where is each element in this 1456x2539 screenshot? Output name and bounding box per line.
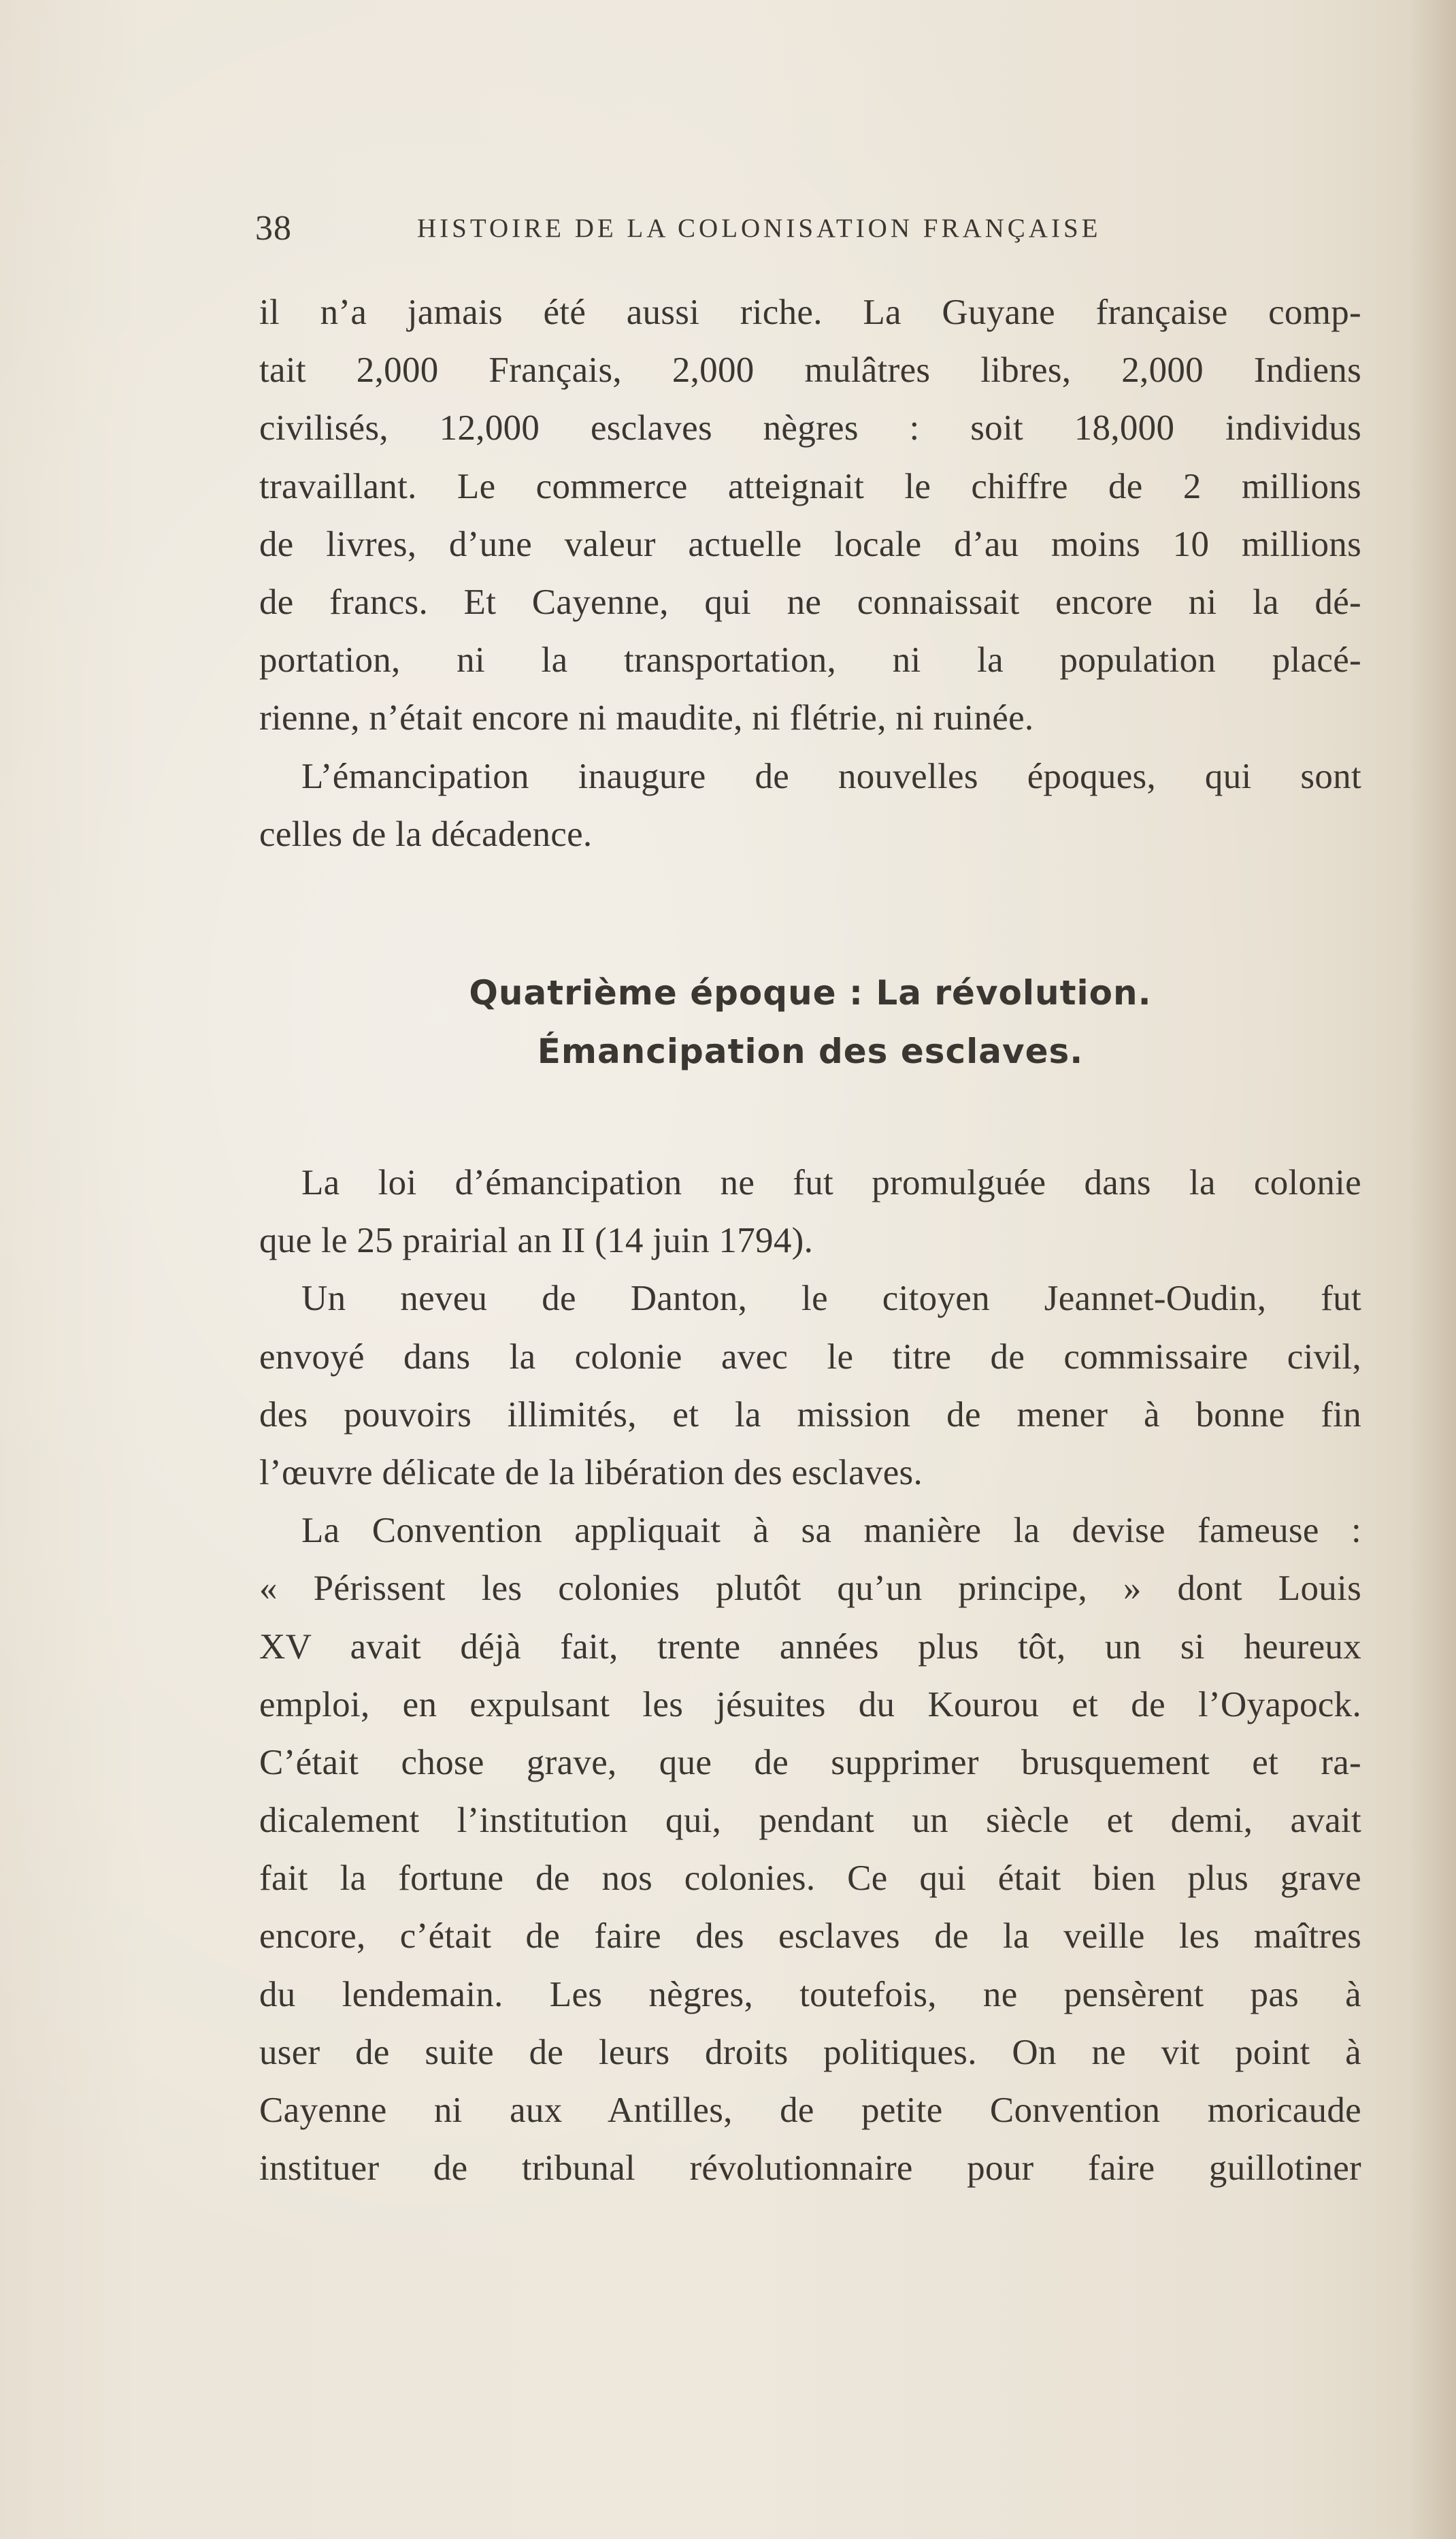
- text-line: encore, c’était de faire des esclaves de la veille les maîtres: [259, 1916, 1361, 1956]
- section-heading-line-1: Quatrième époque : La révolution.: [469, 973, 1152, 1013]
- text-line: rienne, n’était encore ni maudite, ni flétrie, ni ruinée.: [259, 698, 1034, 738]
- text-line: « Périssent les colonies plutôt qu’un principe, » dont Louis: [259, 1569, 1361, 1609]
- running-header: [255, 201, 1221, 256]
- text-line: de livres, d’une valeur actuelle locale d’au moins 10 millions: [259, 524, 1361, 564]
- text-line: civilisés, 12,000 esclaves nègres : soit 18,000 individus: [259, 408, 1361, 448]
- text-line: Un neveu de Danton, le citoyen Jeannet-Oudin, fut: [301, 1279, 1361, 1319]
- section-heading-line-2: Émancipation des esclaves.: [537, 1032, 1084, 1071]
- text-line: portation, ni la transportation, ni la population placé-: [259, 640, 1361, 681]
- page-number: 38: [255, 209, 292, 248]
- text-line: La Convention appliquait à sa manière la devise fameuse :: [301, 1511, 1361, 1551]
- text-line: l’œuvre délicate de la libération des esclaves.: [259, 1452, 923, 1492]
- text-line: de francs. Et Cayenne, qui ne connaissait encore ni la dé-: [259, 582, 1361, 622]
- text-line: envoyé dans la colonie avec le titre de commissaire civil,: [259, 1337, 1361, 1377]
- text-line: des pouvoirs illimités, et la mission de mener à bonne fin: [259, 1394, 1361, 1435]
- text-line: C’était chose grave, que de supprimer brusquement et ra-: [259, 1742, 1361, 1782]
- page-edge-shadow: [1408, 0, 1456, 2539]
- running-title: HISTOIRE DE LA COLONISATION FRANÇAISE: [417, 214, 1102, 243]
- text-block-upper: [259, 284, 1361, 864]
- text-line: L’émancipation inaugure de nouvelles époques, qui sont: [301, 756, 1361, 796]
- text-line: travaillant. Le commerce atteignait le chiffre de 2 millions: [259, 466, 1361, 506]
- text-line: user de suite de leurs droits politiques. On ne vit point à: [259, 2032, 1361, 2072]
- text-line: fait la fortune de nos colonies. Ce qui était bien plus grave: [259, 1858, 1361, 1899]
- text-line: emploi, en expulsant les jésuites du Kourou et de l’Oyapock.: [259, 1684, 1361, 1724]
- text-line: celles de la décadence.: [259, 814, 593, 854]
- text-line: que le 25 prairial an II (14 juin 1794).: [259, 1221, 814, 1261]
- text-line: XV avait déjà fait, trente années plus tôt, un si heureux: [259, 1626, 1361, 1667]
- text-line: tait 2,000 Français, 2,000 mulâtres libres, 2,000 Indiens: [259, 350, 1361, 391]
- text-line: La loi d’émancipation ne fut promulguée dans la colonie: [301, 1163, 1361, 1202]
- text-line: du lendemain. Les nègres, toutefois, ne pensèrent pas à: [259, 1974, 1361, 2014]
- text-line: il n’a jamais été aussi riche. La Guyane française comp-: [259, 293, 1361, 332]
- text-block-lower: [259, 1154, 1361, 2197]
- text-line: Cayenne ni aux Antilles, de petite Convention moricaude: [259, 2091, 1361, 2130]
- text-line: instituer de tribunal révolutionnaire pour faire guillotiner: [259, 2148, 1361, 2189]
- text-line: dicalement l’institution qui, pendant un siècle et demi, avait: [259, 1801, 1361, 1841]
